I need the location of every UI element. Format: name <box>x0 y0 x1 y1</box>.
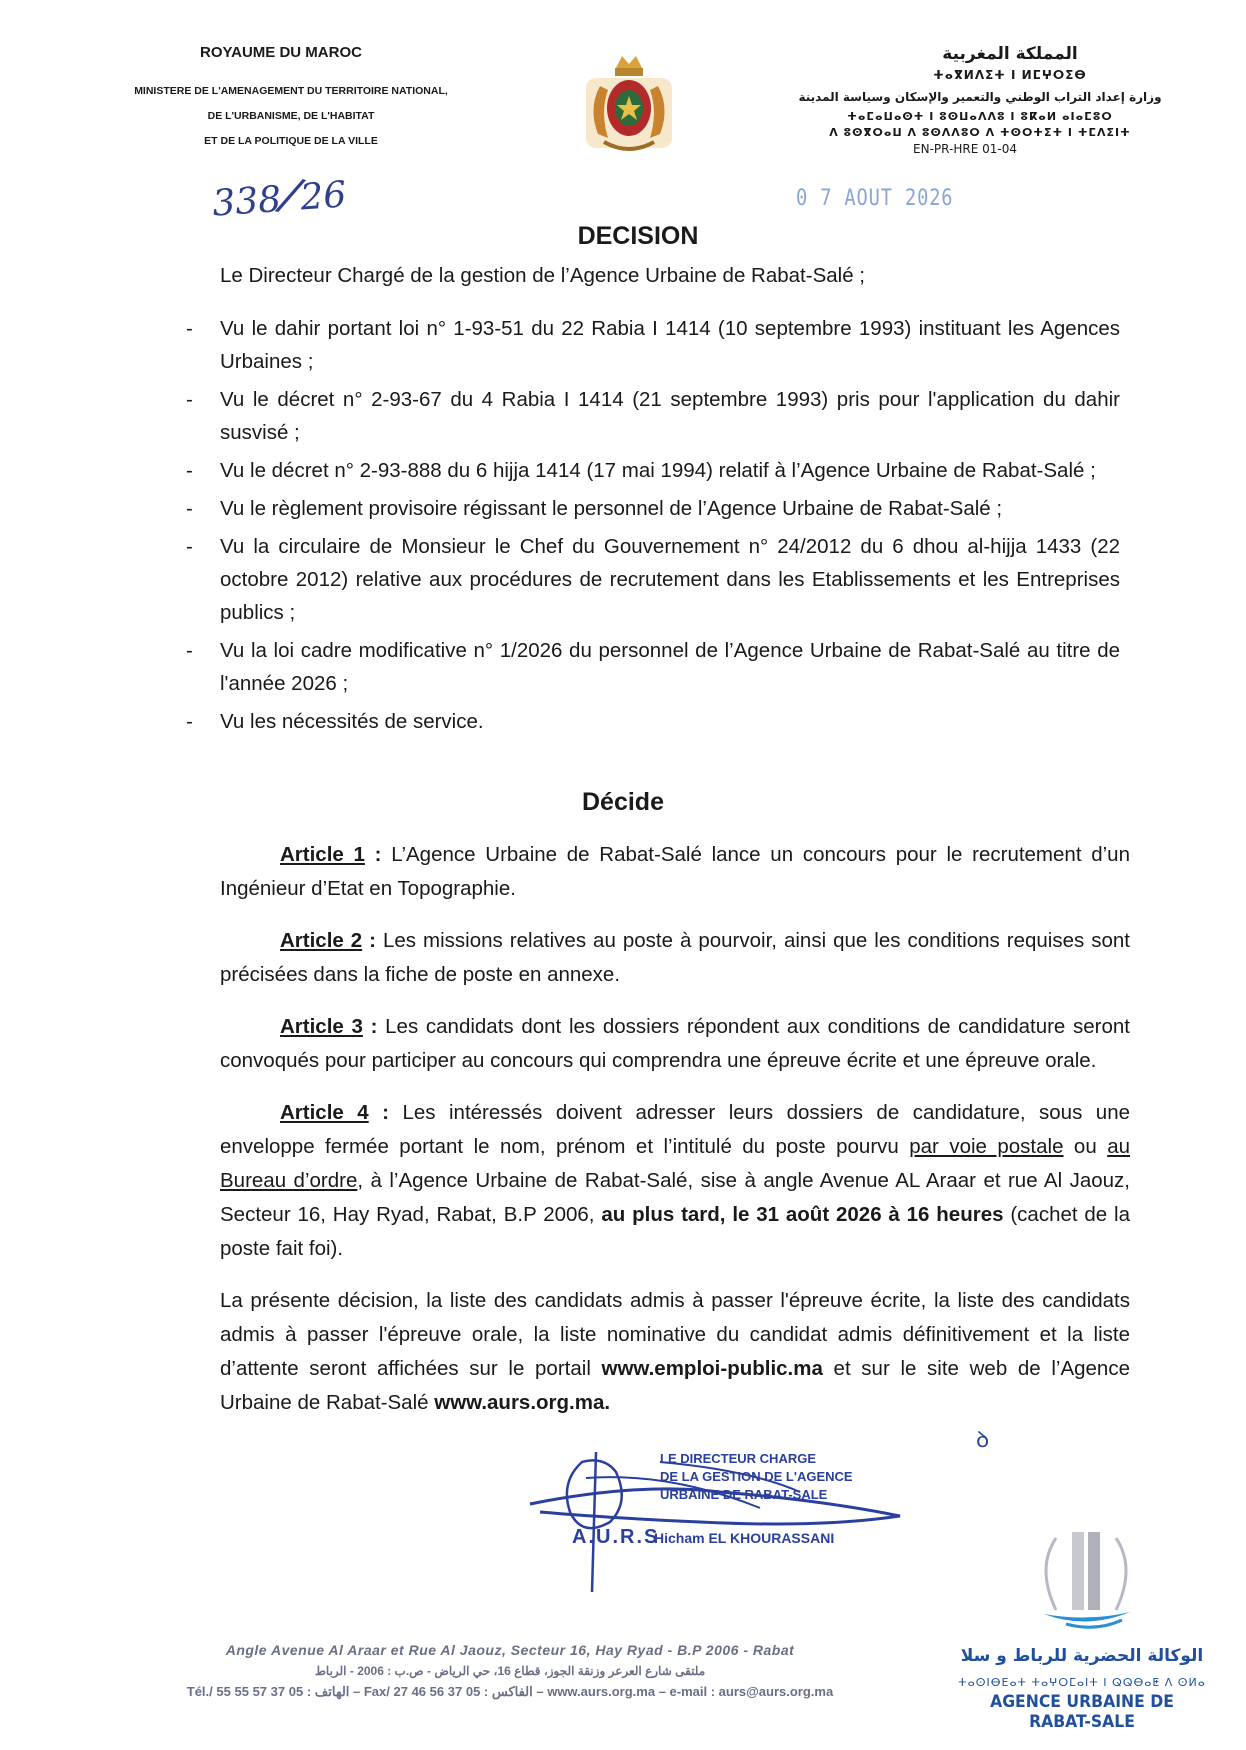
signature-aurs: A.U.R.S <box>572 1526 660 1548</box>
article-4-postal-underlined: par voie postale <box>909 1135 1064 1158</box>
emploi-public-link: www.emploi-public.ma <box>601 1357 823 1380</box>
footer <box>90 1642 930 1700</box>
signature-line-3: URBAINE DE RABAT-SALE <box>660 1487 828 1502</box>
list-item-text: Vu les nécessités de service. <box>220 710 484 733</box>
article-2-separator: : <box>362 929 383 952</box>
footer-address-ar: ملتقى شارع العرعر وزنقة الجوز، قطاع 16، حي الرياض - ص.ب : 2006 - الرباط <box>314 1664 706 1678</box>
kingdom-tifinagh: ⵜⴰⴳⵍⴷⵉⵜ ⵏ ⵍⵎⵖⵔⵉⴱ <box>933 68 1087 82</box>
ministry-tifinagh-2: ⴷ ⵓⵙⴳⵔⴰⵡ ⴷ ⵓⵙⴷⴷⵓⵔ ⴷ ⵜⵙⵔⵜⵉⵜ ⵏ ⵜⵎⴷⵉⵏⵜ <box>829 126 1131 139</box>
article-3-text: Les candidats dont les dossiers répondent aux conditions de candidature seront convoqués pour participer au concours qui comprendra une épreuve écrite et une épreuve orale. <box>220 1015 1130 1072</box>
logo-name-tifinagh: ⵜⴰⵙⵏⴱⴹⴰⵜ ⵜⴰⵖⵔⵎⴰⵏⵜ ⵏ ⵕⵕⴱⴰⵟ ⴷ ⵙⵍⴰ <box>958 1676 1206 1689</box>
ministry-ar: وزارة إعداد التراب الوطني والتعمير والإسكان وسياسة المدينة <box>798 90 1162 104</box>
article-1-separator: : <box>364 843 392 866</box>
bullet-dash: - <box>186 388 193 411</box>
header-left <box>95 44 487 154</box>
reference-slash: / <box>276 166 305 223</box>
bullet-dash: - <box>186 459 193 482</box>
list-item <box>180 454 1120 487</box>
list-item-text: Vu le règlement provisoire régissant le personnel de l’Agence Urbaine de Rabat-Salé ; <box>220 497 1003 520</box>
date-stamp: 0 7 AOUT 2026 <box>796 186 954 211</box>
article-3-label: Article 3 <box>280 1015 363 1038</box>
decide-heading: Décide <box>582 788 664 816</box>
signature-line-1: LE DIRECTEUR CHARGE <box>660 1451 817 1466</box>
article-4-text-2: ou <box>1063 1135 1108 1158</box>
list-item-text: Vu le décret n° 2-93-888 du 6 hijja 1414 (17 mai 1994) relatif à l’Agence Urbaine de Rabat-Salé ; <box>220 459 1096 482</box>
list-item <box>180 383 1120 449</box>
article-4-text-4: (cachet de la poste fait foi). <box>220 1203 1130 1260</box>
list-item <box>180 312 1120 378</box>
royal-emblem-icon <box>578 38 680 160</box>
ministry-fr-line-1: MINISTERE DE L'AMENAGEMENT DU TERRITOIRE NATIONAL, <box>134 85 448 97</box>
signature-line-2: DE LA GESTION DE L'AGENCE <box>660 1469 853 1484</box>
publication-text-2: et sur le site web de l’Agence Urbaine de Rabat-Salé <box>220 1357 1130 1414</box>
article-3 <box>220 1010 1130 1078</box>
article-2 <box>220 924 1130 992</box>
ministry-fr-line-2: DE L'URBANISME, DE L'HABITAT <box>207 110 375 122</box>
handwritten-reference <box>210 163 347 226</box>
article-2-label: Article 2 <box>280 929 363 952</box>
bullet-dash: - <box>186 535 193 558</box>
list-item-text: Vu le dahir portant loi n° 1-93-51 du 22 Rabia I 1414 (10 septembre 1993) instituant les Agences Urbaines ; <box>220 317 1120 373</box>
handwritten-initial-icon: ꝺ <box>976 1428 990 1453</box>
document-title: DECISION <box>577 222 699 250</box>
publication-text-1: La présente décision, la liste des candidats admis à passer l'épreuve écrite, la liste des candidats admis à passer l'épreuve orale, la liste nominative du candidat admis définitivement et la liste d’attente seront affichées sur le portail <box>220 1289 1130 1380</box>
aurs-logo-icon <box>1026 1518 1146 1638</box>
intro-line: Le Directeur Chargé de la gestion de l’Agence Urbaine de Rabat-Salé ; <box>220 264 865 287</box>
list-item <box>180 705 1120 738</box>
reference-year: 26 <box>299 174 348 219</box>
bullet-dash: - <box>186 710 193 733</box>
document-code: EN-PR-HRE 01-04 <box>913 142 1017 156</box>
header-right <box>780 44 1180 156</box>
article-1-text: L’Agence Urbaine de Rabat-Salé lance un concours pour le recrutement d’un Ingénieur d’Etat en Topographie. <box>220 843 1130 900</box>
list-item-text: Vu la loi cadre modificative n° 1/2026 du personnel de l’Agence Urbaine de Rabat-Salé au titre de l'année 2026 ; <box>220 639 1120 695</box>
kingdom-ar: المملكة المغربية <box>942 44 1078 64</box>
list-item <box>180 492 1120 525</box>
reference-number: 338 <box>211 178 283 225</box>
list-item <box>180 634 1120 700</box>
article-1 <box>220 838 1130 906</box>
list-item-text: Vu le décret n° 2-93-67 du 4 Rabia I 1414 (21 septembre 1993) pris pour l'application du dahir susvisé ; <box>220 388 1120 444</box>
articles-section <box>220 838 1130 1420</box>
article-4 <box>220 1096 1130 1266</box>
logo-name-fr: AGENCE URBAINE DE RABAT-SALE <box>990 1692 1174 1732</box>
kingdom-fr: ROYAUME DU MAROC <box>200 44 362 61</box>
footer-contacts: Tél./ الهاتف : 05 37 57 55 55 – Fax/ الفاكس : 05 37 56 46 27 – www.aurs.org.ma – e-mail : aurs@aurs.org.ma <box>186 1684 834 1699</box>
legal-basis-list <box>180 312 1120 743</box>
publication-paragraph <box>220 1284 1130 1420</box>
article-2-text: Les missions relatives au poste à pourvoir, ainsi que les conditions requises sont précisées dans la fiche de poste en annexe. <box>220 929 1130 986</box>
signature-title <box>660 1450 853 1504</box>
article-4-office-underlined: au Bureau d’ordre <box>220 1135 1130 1192</box>
article-4-text-1: Les intéressés doivent adresser leurs dossiers de candidature, sous une enveloppe fermée portant le nom, prénom et l’intitulé du poste pourvu <box>220 1101 1130 1158</box>
article-3-separator: : <box>362 1015 386 1038</box>
bullet-dash: - <box>186 317 193 340</box>
ministry-tifinagh-1: ⵜⴰⵎⴰⵡⴰⵙⵜ ⵏ ⵓⵙⵡⴰⴷⴷⵓ ⵏ ⵓⴽⴰⵍ ⴰⵏⴰⵎⵓⵔ <box>847 110 1113 123</box>
article-4-separator: : <box>368 1101 403 1124</box>
list-item-text: Vu la circulaire de Monsieur le Chef du Gouvernement n° 24/2012 du 6 dhou al-hijja 1433 (22 octobre 2012) relative aux procédures de recrutement dans les Etablissements et les Entreprises publics ; <box>220 535 1120 624</box>
article-4-deadline: au plus tard, le 31 août 2026 à 16 heures <box>601 1203 1004 1226</box>
article-1-label: Article 1 <box>280 843 365 866</box>
ministry-fr-line-3: ET DE LA POLITIQUE DE LA VILLE <box>204 135 378 147</box>
list-item <box>180 530 1120 629</box>
aurs-website-link: www.aurs.org.ma. <box>434 1391 611 1414</box>
logo-name-ar: الوكالة الحضرية للرباط و سلا <box>960 1646 1204 1666</box>
bullet-dash: - <box>186 497 193 520</box>
signatory-name: Hicham EL KHOURASSANI <box>654 1530 835 1546</box>
article-4-text-3: , à l’Agence Urbaine de Rabat-Salé, sise à angle Avenue AL Araar et rue Al Jaouz, Secteur 16, Hay Ryad, Rabat, B.P 2006, <box>220 1169 1130 1226</box>
bullet-dash: - <box>186 639 193 662</box>
footer-address-fr: Angle Avenue Al Araar et Rue Al Jaouz, Secteur 16, Hay Ryad - B.P 2006 - Rabat <box>225 1642 795 1658</box>
article-4-label: Article 4 <box>280 1101 369 1124</box>
